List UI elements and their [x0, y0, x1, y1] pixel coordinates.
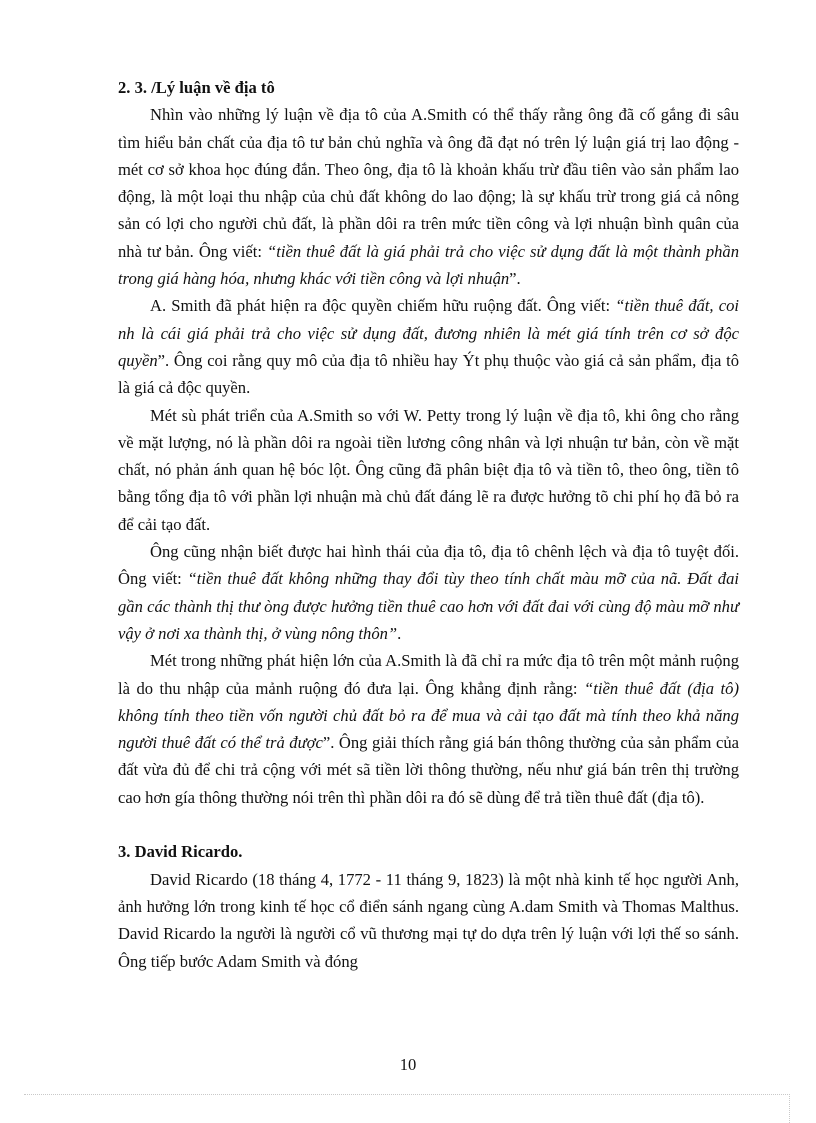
page-content — [118, 74, 739, 975]
paragraph-1-tail: ”. — [509, 269, 521, 289]
paragraph-5-tail: ”. Ông giải thích rằng giá bán thông thường của sản phẩm của đất vừa đủ để chi trả cộng với mét sã tiền lời thông thường, nếu như giá bán trên thị trường cao hơn gía thông thường nói trên thì phần dôi ra đó sẽ dùng để trả tiền thuê đất (địa tô). — [118, 733, 739, 807]
paragraph-1 — [118, 101, 739, 292]
paragraph-5 — [118, 647, 739, 811]
paragraph-5-quote: “tiền thuê đất (địa tô) không tính theo tiền vốn người chủ đất bỏ ra để mua và cải tạo đất mà tính theo khả năng người thuê đất có thể trả được — [118, 678, 739, 753]
paragraph-2-text: A. Smith đã phát hiện ra độc quyền chiếm hữu ruộng đất. Ông viết: — [150, 296, 616, 316]
paragraph-5-text: Mét trong những phát hiện lớn của A.Smith là đã chỉ ra mức địa tô trên một mảnh ruộng là do thu nhập của mảnh ruộng đó đưa lại. Ông khẳng định rằng: — [118, 651, 739, 698]
page-number: 10 — [399, 1055, 417, 1074]
paragraph-4-text: Ông cũng nhận biết được hai hình thái của địa tô, địa tô chênh lệch và địa tô tuyệt đối. Ông viết: — [118, 542, 739, 589]
section-heading-2-3: 2. 3. /Lý luận về địa tô — [118, 78, 275, 97]
paragraph-1-quote: “tiền thuê đất là giá phải trả cho việc sử dụng đất là một thành phần trong giá hàng hóa, nhưng khác với tiền công và lợi nhuận — [118, 241, 740, 289]
paragraph-1-text: Nhìn vào những lý luận về địa tô của A.Smith có thể thấy rằng ông đã cố gắng đi sâu tìm hiểu bản chất của địa tô tư bản chủ nghĩa và ông đã đạt nó trên lý luận giá trị lao động - mét cơ sở khoa học đúng đắn. Theo ông, địa tô là khoản khấu trừ đầu tiên vào sản phẩm lao động, là một loại thu nhập của chủ đất không do lao động; là sự khấu trừ trong giá cả nông sản có lợi cho người chủ đất, là phần dôi ra trên mức tiền công và lợi nhuận bình quân của nhà tư bản. Ông viết: — [118, 105, 739, 261]
paragraph-2-tail: ”. Ông coi rằng quy mô của địa tô nhiều hay Ýt phụ thuộc vào giá cả sản phẩm, địa tô là giá cả độc quyền. — [118, 350, 739, 398]
section-heading-3: 3. David Ricardo. — [118, 842, 243, 862]
paragraph-4 — [118, 538, 739, 647]
paragraph-2 — [118, 292, 739, 401]
paragraph-ricardo: David Ricardo (18 tháng 4, 1772 - 11 tháng 9, 1823) là một nhà kinh tế học người Anh, ảnh hưởng lớn trong kinh tế học cổ điển sánh ngang cùng A.dam Smith và Thomas Malthus. David Ricardo la người là người cổ vũ thương mại tự do dựa trên lý luận với lợi thế so sánh. Ông tiếp bước Adam Smith và đóng — [118, 869, 739, 971]
page-corner-mark — [789, 1094, 790, 1123]
paragraph-3: Mét sù phát triển của A.Smith so với W. Petty trong lý luận về địa tô, khi ông cho rằng về mặt lượng, nó là phần dôi ra ngoài tiền lương công nhân và lợi nhuận tư bản, còn về mặt chất, nó phản ánh quan hệ bóc lột. Ông cũng đã phân biệt địa tô và tiền tô, theo ông, tiền tô bằng tổng địa tô với phần lợi nhuận mà chủ đất đáng lẽ ra được hưởng tõ chi phí họ đã bỏ ra để cải tạo đất. — [118, 405, 739, 534]
paragraph-2-quote: “tiền thuê đất, coi nh là cái giá phải trả cho việc sử dụng đất, đương nhiên là mét giá tính trên cơ sở độc quyền — [118, 296, 739, 370]
page-bottom-border — [24, 1094, 790, 1095]
paragraph-4-quote: “tiền thuê đất không những thay đổi tùy theo tính chất màu mỡ của nã. Đất đai gần các thành thị thư òng được hưởng tiền thuê cao hơn với đất đai với cùng độ màu mỡ như vậy ở nơi xa thành thị, ở vùng nông thôn” — [118, 569, 739, 643]
paragraph-4-tail: . — [397, 623, 402, 643]
section-spacer — [118, 811, 739, 838]
